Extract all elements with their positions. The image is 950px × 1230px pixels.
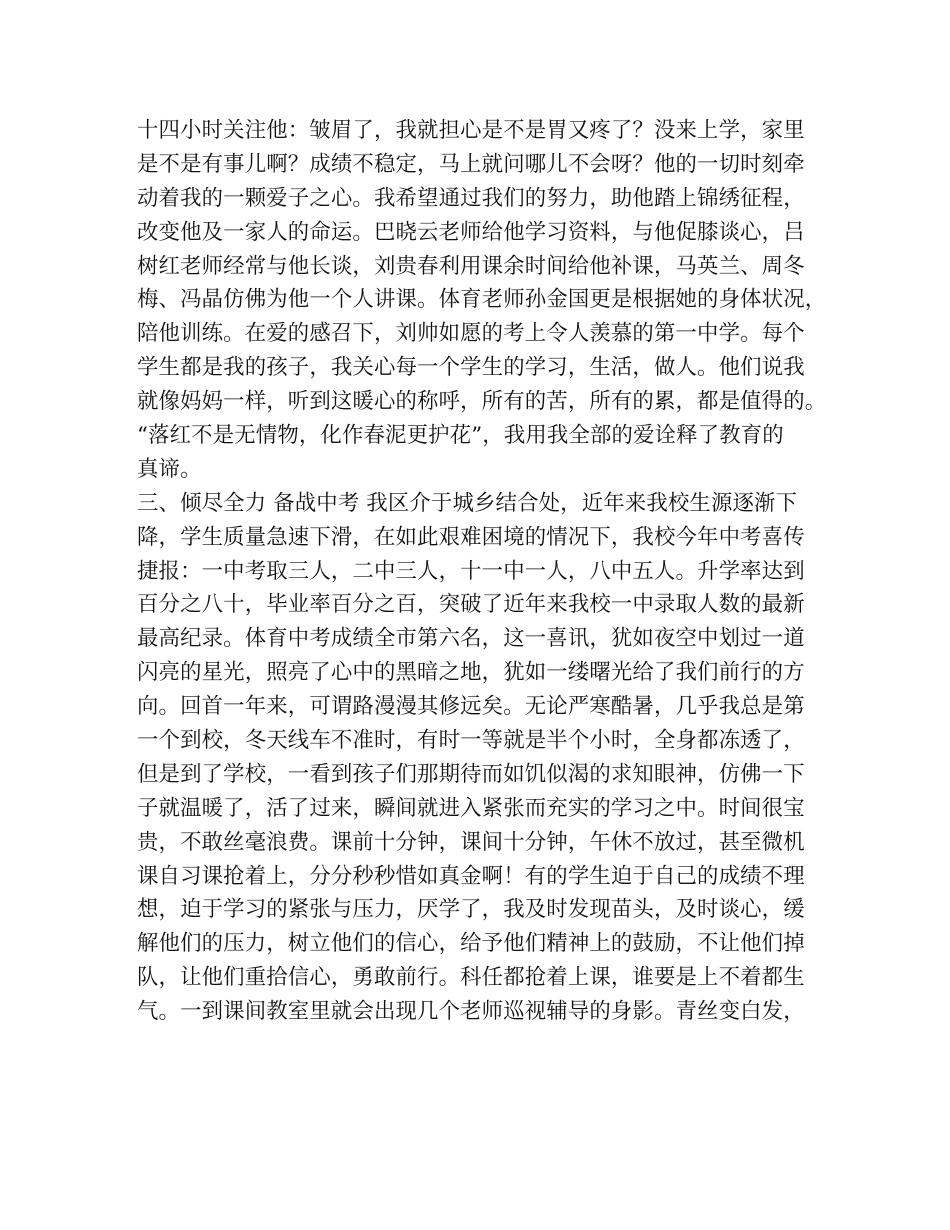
text-line: 想，迫于学习的紧张与压力，厌学了，我及时发现苗头，及时谈心，缓: [137, 897, 805, 923]
text-line: 动着我的一颗爱子之心。我希望通过我们的努力，助他踏上锦绣征程，: [137, 185, 805, 211]
text-line: 改变他及一家人的命运。巴晓云老师给他学习资料，与他促膝谈心，吕: [137, 219, 805, 245]
text-line: 最高纪录。体育中考成绩全市第六名，这一喜讯，犹如夜空中划过一道: [137, 626, 805, 652]
text-line: 队，让他们重拾信心，勇敢前行。科任都抢着上课，谁要是上不着都生: [137, 965, 805, 991]
text-line: 百分之八十，毕业率百分之百，突破了近年来我校一中录取人数的最新: [137, 592, 805, 618]
text-line: 贵，不敢丝毫浪费。课前十分钟，课间十分钟，午休不放过，甚至微机: [137, 829, 805, 855]
text-line: 是不是有事儿啊？成绩不稳定，马上就问哪儿不会呀？他的一切时刻牵: [137, 151, 805, 177]
text-line: 向。回首一年来，可谓路漫漫其修远矣。无论严寒酷暑，几乎我总是第: [137, 694, 805, 720]
text-line: 学生都是我的孩子，我关心每一个学生的学习，生活，做人。他们说我: [137, 355, 805, 381]
text-line: 气。一到课间教室里就会出现几个老师巡视辅导的身影。青丝变白发，: [137, 999, 805, 1025]
text-line: 解他们的压力，树立他们的信心，给予他们精神上的鼓励，不让他们掉: [137, 931, 805, 957]
body-text: [137, 114, 837, 1029]
text-line: 树红老师经常与他长谈，刘贵春利用课余时间给他补课，马英兰、周冬: [137, 253, 805, 279]
text-line: 降，学生质量急速下滑，在如此艰难困境的情况下，我校今年中考喜传: [137, 524, 805, 550]
text-line: 但是到了学校，一看到孩子们那期待而如饥似渴的求知眼神，仿佛一下: [137, 761, 805, 787]
text-line: 十四小时关注他：皱眉了，我就担心是不是胃又疼了？没来上学，家里: [137, 118, 805, 143]
text-line: 课自习课抢着上，分分秒秒惜如真金啊！有的学生迫于自己的成绩不理: [137, 863, 805, 889]
text-line: 一个到校，冬天线车不准时，有时一等就是半个小时，全身都冻透了，: [137, 728, 805, 754]
text-line: 就像妈妈一样，听到这暖心的称呼，所有的苦，所有的累，都是值得的。: [137, 389, 827, 415]
text-line: 捷报：一中考取三人，二中三人，十一中一人，八中五人。升学率达到: [137, 558, 805, 584]
text-line: “落红不是无情物，化作春泥更护花”，我用我全部的爱诠释了教育的: [137, 423, 784, 449]
text-line: 梅、冯晶仿佛为他一个人讲课。体育老师孙金国更是根据她的身体状况，: [137, 287, 827, 313]
section-heading-line: 三、倾尽全力 备战中考 我区介于城乡结合处，近年来我校生源逐渐下: [137, 490, 798, 516]
text-line: 子就温暖了，活了过来，瞬间就进入紧张而充实的学习之中。时间很宝: [137, 795, 805, 821]
text-line: 陪他训练。在爱的感召下，刘帅如愿的考上令人羡慕的第一中学。每个: [137, 321, 805, 347]
text-line: 闪亮的星光，照亮了心中的黑暗之地，犹如一缕曙光给了我们前行的方: [137, 660, 805, 686]
text-line: 真谛。: [137, 456, 202, 482]
